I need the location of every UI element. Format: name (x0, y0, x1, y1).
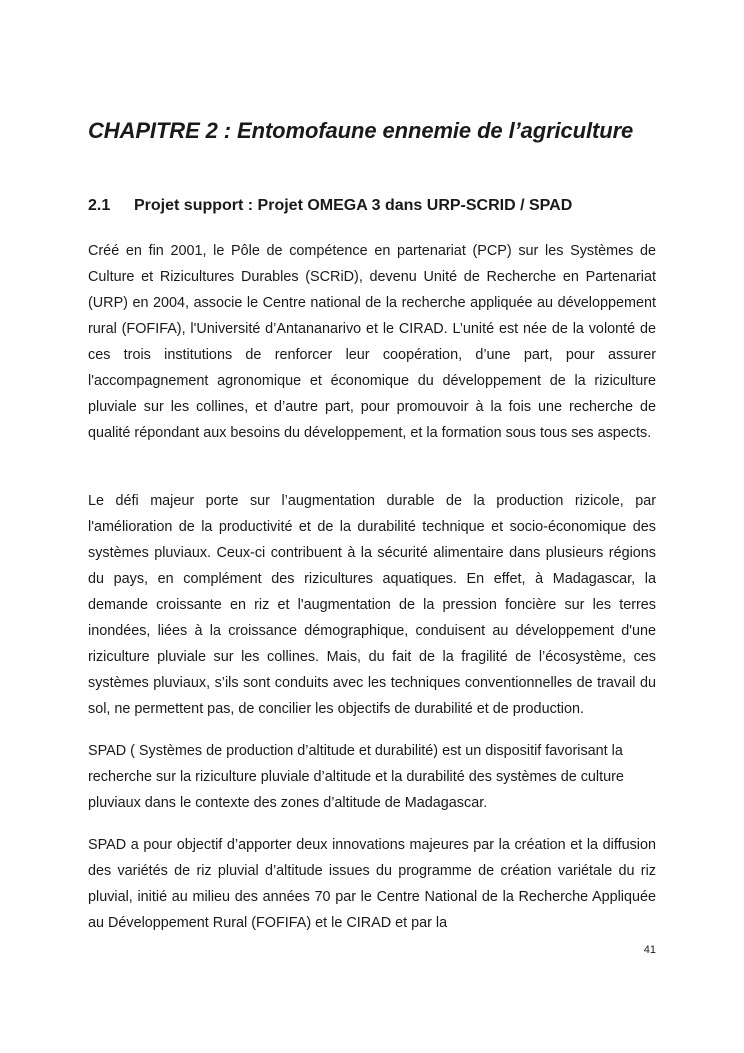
section-heading (88, 196, 572, 216)
section-number: 2.1 (88, 197, 111, 214)
section-title: Projet support : Projet OMEGA 3 dans URP-SCRID / SPAD (134, 197, 573, 214)
paragraph-spad-objective: SPAD a pour objectif d’apporter deux innovations majeures par la création et la diffusion des variétés de riz pluvial d’altitude issues du programme de création variétale du riz pluvial, initié au milieu des années 70 par le Centre National de la Recherche Appliquée au Développement Rural (FOFIFA) et le CIRAD et par la (88, 837, 656, 931)
paragraph-major-challenge: Le défi majeur porte sur l’augmentation durable de la production rizicole, par l'amélioration de la productivité et de la durabilité technique et socio-économique des systèmes pluviaux. Ceux-ci contribuent à la sécurité alimentaire dans plusieurs régions du pays, en complément des rizicultures aquatiques. En effet, à Madagascar, la demande croissante en riz et l'augmentation de la pression foncière sur les terres inondées, liées à la croissance démographique, conduisent au développement d'une riziculture pluviale sur les collines. Mais, du fait de la fragilité de l’écosystème, ces systèmes pluviaux, s’ils sont conduits avec les techniques conventionnelles de travail du sol, ne permettent pas, de concilier les objectifs de durabilité et de production. (88, 493, 656, 717)
page-number: 41 (643, 944, 656, 956)
paragraph-spad-definition: SPAD ( Systèmes de production d’altitude et durabilité) est un dispositif favorisant la recherche sur la riziculture pluviale d’altitude et la durabilité des systèmes de culture pluviaux dans le contexte des zones d’altitude de Madagascar. (88, 743, 624, 811)
paragraph-scrid-history: Créé en fin 2001, le Pôle de compétence en partenariat (PCP) sur les Systèmes de Culture et Rizicultures Durables (SCRiD), devenu Unité de Recherche en Partenariat (URP) en 2004, associe le Centre national de la recherche appliquée au développement rural (FOFIFA), l'Université d’Antananarivo et le CIRAD. L’unité est née de la volonté de ces trois institutions de renforcer leur coopération, d’une part, pour assurer l'accompagnement agronomique et économique du développement de la riziculture pluviale sur les collines, et d’autre part, pour promouvoir à la fois une recherche de qualité répondant aux besoins du développement, et la formation sous tous ses aspects. (88, 243, 656, 441)
chapter-title: CHAPITRE 2 : Entomofaune ennemie de l’agriculture (88, 118, 634, 143)
